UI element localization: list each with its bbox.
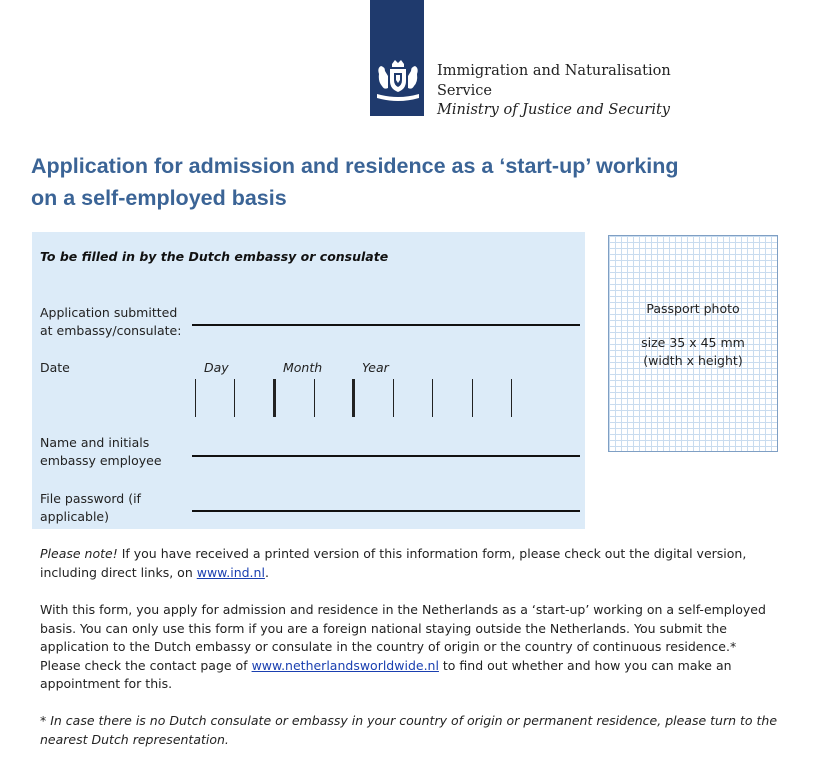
footnote — [40, 712, 780, 749]
org-name-line2: Service — [437, 82, 492, 99]
date-separator-tick — [273, 379, 276, 417]
embassy-section — [32, 232, 585, 529]
file-password-label-line2: applicable) — [40, 509, 109, 524]
employee-name-field[interactable] — [192, 455, 580, 457]
date-label: Date — [40, 360, 70, 375]
intro-paragraph — [40, 601, 780, 694]
passport-photo-box — [608, 235, 778, 452]
intro-end: to find out whether and how you can make an appointment for this. — [40, 657, 732, 691]
organization-name — [437, 62, 671, 121]
note-end: . — [264, 564, 269, 580]
date-tick — [314, 379, 315, 417]
photo-size-line1: size 35 x 45 mm — [641, 335, 745, 350]
page-title — [31, 150, 801, 214]
date-tick — [472, 379, 473, 417]
ministry-name: Ministry of Justice and Security — [437, 102, 670, 118]
intro-text: With this form, you apply for admission and residence in the Netherlands as a ‘start-up’ working on a self-employed basis. You can only use this form if you are a foreign national staying outside the Netherlands. You submit the application to the Dutch embassy or consulate in the country of origin or the country of continuous residence.* Please check the contact page of — [40, 602, 766, 673]
file-password-field[interactable] — [192, 510, 580, 512]
photo-size-line2: (width x height) — [643, 353, 743, 368]
note-paragraph — [40, 545, 780, 582]
passport-photo-label: Passport photo — [646, 301, 740, 316]
date-tick — [234, 379, 235, 417]
date-tick — [511, 379, 512, 417]
submitted-label-line1: Application submitted — [40, 305, 178, 320]
day-label: Day — [204, 360, 229, 375]
ind-link[interactable]: www.ind.nl — [196, 564, 265, 580]
file-password-label — [40, 490, 141, 526]
file-password-label-line1: File password (if — [40, 491, 141, 506]
year-label: Year — [362, 360, 389, 375]
org-name-line1: Immigration and Naturalisation — [437, 63, 671, 79]
note-text: If you have received a printed version of this information form, please check out the digital version, including direct links, on — [40, 546, 747, 580]
title-line2: on a self-employed basis — [31, 186, 287, 210]
date-tick — [195, 379, 196, 417]
embassy-section-heading: To be filled in by the Dutch embassy or consulate — [40, 249, 389, 264]
employee-name-label — [40, 434, 162, 470]
submitted-label — [40, 304, 181, 340]
employee-name-label-line1: Name and initials — [40, 435, 150, 450]
date-tick — [432, 379, 433, 417]
date-separator-tick — [352, 379, 355, 417]
employee-name-label-line2: embassy employee — [40, 453, 162, 468]
submitted-label-line2: at embassy/consulate: — [40, 323, 182, 338]
date-tick — [393, 379, 394, 417]
title-line1: Application for admission and residence as a ‘start-up’ working — [31, 154, 679, 178]
submitted-field[interactable] — [192, 324, 580, 326]
month-label: Month — [283, 360, 323, 375]
crest-icon — [373, 58, 423, 104]
netherlandsworldwide-link[interactable]: www.netherlandsworldwide.nl — [251, 657, 439, 673]
note-lead: Please note! — [40, 546, 118, 561]
footnote-text: * In case there is no Dutch consulate or embassy in your country of origin or permanent residence, please turn to the nearest Dutch representation. — [40, 713, 778, 747]
